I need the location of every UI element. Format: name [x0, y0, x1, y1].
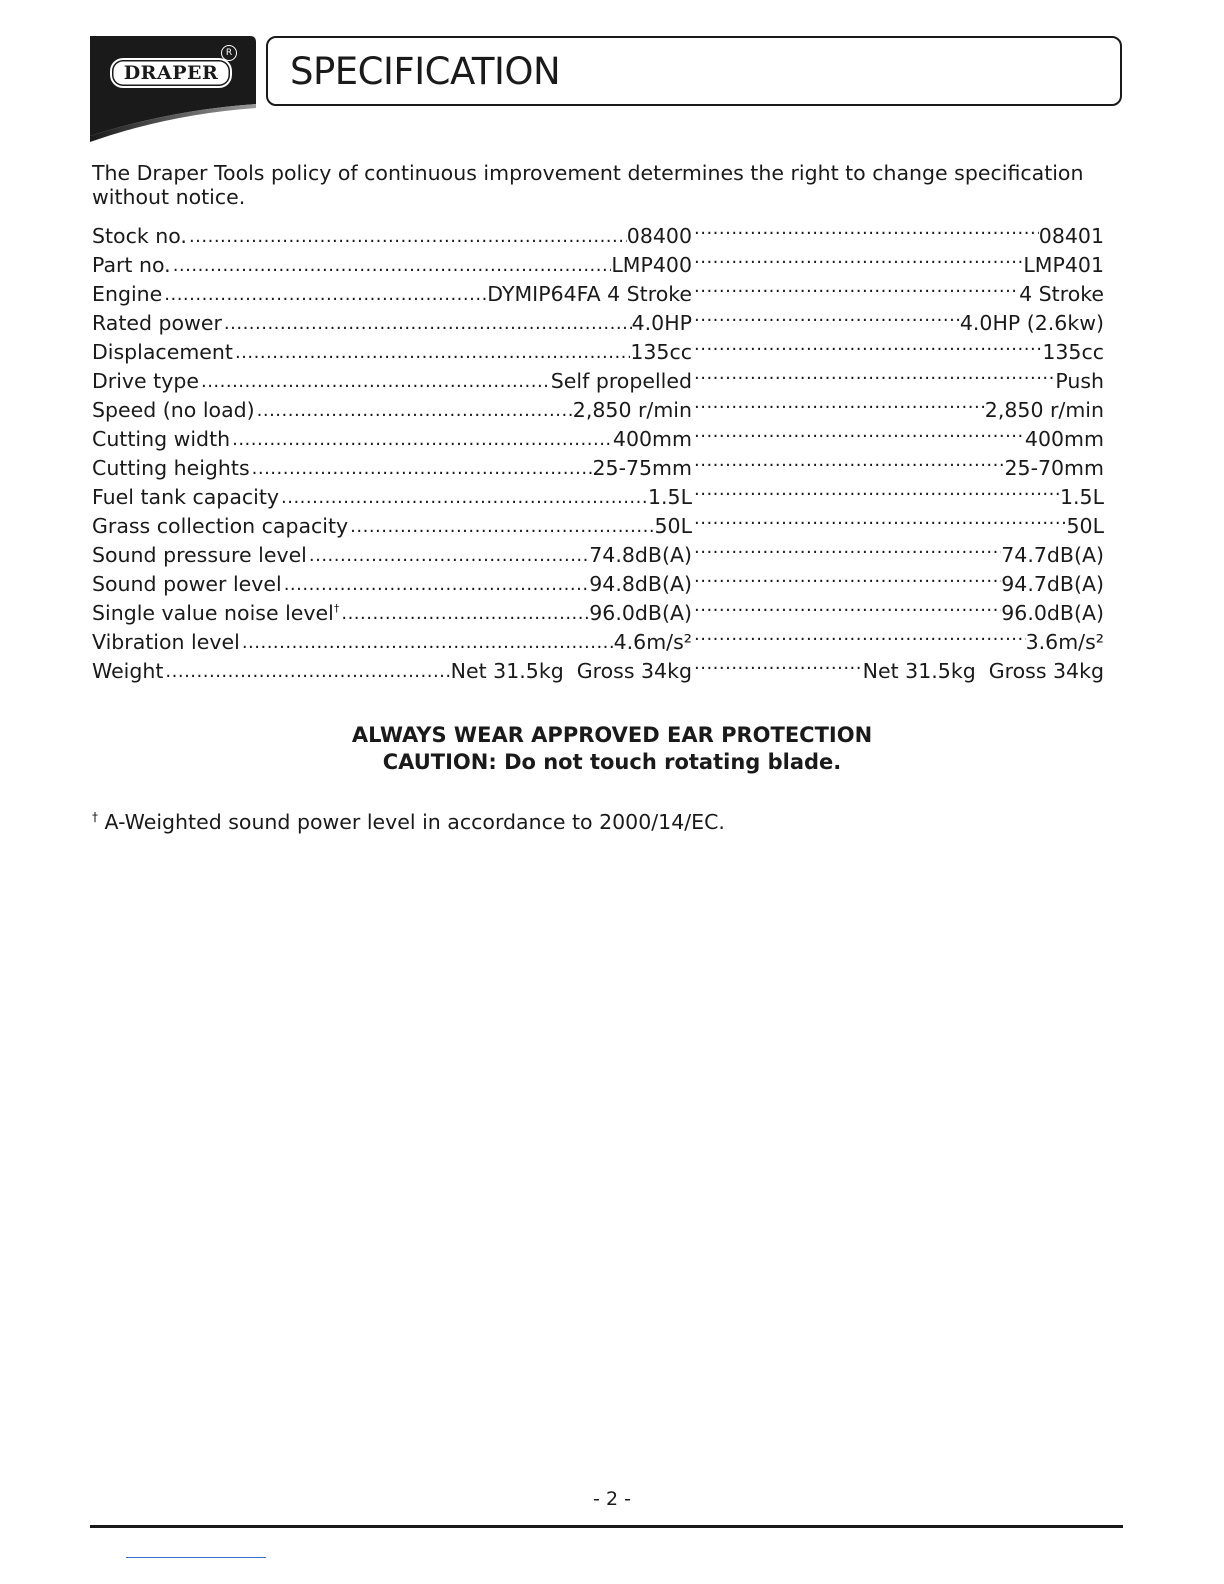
- spec-value-08401: 94.7dB(A): [1001, 572, 1104, 596]
- spec-value-08400: 08400: [626, 224, 692, 248]
- spec-value-08401: 08401: [1038, 224, 1104, 248]
- spec-label: [92, 599, 339, 628]
- spec-label: Sound power level: [92, 572, 282, 596]
- ear-protection-warning: ALWAYS WEAR APPROVED EAR PROTECTION: [351, 723, 873, 747]
- dot-leader: [250, 454, 593, 483]
- spec-value-08400: 74.8dB(A): [589, 543, 692, 567]
- spec-value-08401: 4.0HP (2.6kw): [959, 311, 1104, 335]
- dot-leader: [692, 475, 1060, 504]
- spec-value-08401: 3.6m/s²: [1025, 630, 1104, 654]
- dot-leader: [692, 359, 1055, 388]
- dot-leader: [255, 396, 573, 425]
- dot-leader: [692, 301, 960, 330]
- spec-value-08401: 74.7dB(A): [1001, 543, 1104, 567]
- dot-leader: [171, 251, 612, 280]
- dot-leader: [692, 562, 1001, 591]
- spec-value-08400: Self propelled: [550, 369, 692, 393]
- spec-value-08400: LMP400: [611, 253, 692, 277]
- dot-leader: [692, 388, 985, 417]
- spec-value-08400: 2,850 r/min: [572, 398, 692, 422]
- spec-label: Part no.: [92, 253, 171, 277]
- spec-value-08401: 1.5L: [1059, 485, 1104, 509]
- dot-leader: [339, 599, 589, 628]
- dot-leader: [162, 280, 487, 309]
- dot-leader: [230, 425, 613, 454]
- dot-leader: [692, 504, 1066, 533]
- spec-label: Fuel tank capacity: [92, 485, 280, 509]
- spec-value-08401: 400mm: [1024, 427, 1104, 451]
- spec-value-08400: 50L: [654, 514, 692, 538]
- dot-leader: [692, 446, 1004, 475]
- dot-leader: [692, 620, 1026, 649]
- dot-leader: [692, 533, 1001, 562]
- spec-label: Sound pressure level: [92, 543, 307, 567]
- spec-value-08401: Push: [1055, 369, 1104, 393]
- registered-mark-icon: R: [221, 45, 237, 61]
- bottom-divider: [90, 1525, 1123, 1528]
- spec-value-08401: 135cc: [1042, 340, 1104, 364]
- spec-label: Engine: [92, 282, 163, 306]
- spec-label: Rated power: [92, 311, 222, 335]
- dot-leader: [163, 657, 450, 686]
- spec-label: Vibration level: [92, 630, 240, 654]
- title-box: [266, 36, 1122, 106]
- dot-leader: [348, 512, 654, 541]
- footnote-text: A-Weighted sound power level in accordance to 2000/14/EC.: [98, 810, 725, 834]
- dot-leader: [282, 570, 590, 599]
- spec-value-08401: 96.0dB(A): [1001, 601, 1104, 625]
- spec-table: [92, 214, 1104, 683]
- dot-leader: [692, 591, 1001, 620]
- dot-leader: [199, 367, 551, 396]
- dot-leader: [692, 214, 1039, 243]
- spec-label: Displacement: [92, 340, 233, 364]
- dot-leader: [692, 417, 1025, 446]
- dot-leader: [692, 243, 1023, 272]
- spec-value-08401: 4 Stroke: [1019, 282, 1104, 306]
- spec-label: Speed (no load): [92, 398, 255, 422]
- dagger-mark: †: [333, 602, 340, 616]
- spec-label: Weight: [92, 659, 164, 683]
- spec-value-08400: 4.6m/s²: [613, 630, 692, 654]
- spec-value-08400: 4.0HP: [631, 311, 692, 335]
- spec-value-08400: 96.0dB(A): [589, 601, 692, 625]
- spec-value-08401: 50L: [1066, 514, 1104, 538]
- spec-value-08400: 25-75mm: [592, 456, 692, 480]
- spec-value-08400: Net 31.5kg Gross 34kg: [450, 659, 692, 683]
- spec-value-08400: DYMIP64FA 4 Stroke: [487, 282, 692, 306]
- dot-leader: [240, 628, 614, 657]
- spec-row: [92, 214, 1104, 248]
- spec-label: Cutting heights: [92, 456, 250, 480]
- spec-value-08400: 135cc: [630, 340, 692, 364]
- spec-value-08400: 94.8dB(A): [589, 572, 692, 596]
- dot-leader: [187, 222, 627, 251]
- logo-wordmark: DRAPER: [108, 56, 234, 90]
- spec-label: Stock no.: [92, 224, 187, 248]
- spec-label: Cutting width: [92, 427, 231, 451]
- page-title: SPECIFICATION: [290, 50, 561, 93]
- spec-value-08400: 400mm: [612, 427, 692, 451]
- intro-text: The Draper Tools policy of continuous improvement determines the right to change specification without notice.: [92, 161, 1084, 209]
- spec-value-08401: 2,850 r/min: [984, 398, 1104, 422]
- dot-leader: [307, 541, 589, 570]
- dot-leader: [222, 309, 632, 338]
- spec-value-08401: 25-70mm: [1004, 456, 1104, 480]
- page-number: - 2 -: [593, 1488, 631, 1510]
- dot-leader: [692, 272, 1019, 301]
- draper-logo: [90, 36, 256, 142]
- spec-value-08401: LMP401: [1023, 253, 1104, 277]
- dot-leader: [233, 338, 630, 367]
- spec-value-08400: 1.5L: [647, 485, 692, 509]
- link-underline: [126, 1557, 266, 1558]
- spec-label: Grass collection capacity: [92, 514, 349, 538]
- spec-label-text: Single value noise level: [92, 601, 334, 625]
- dot-leader: [692, 649, 863, 678]
- dagger-mark: †: [92, 810, 98, 825]
- dot-leader: [692, 330, 1042, 359]
- blade-caution: CAUTION: Do not touch rotating blade.: [382, 750, 842, 774]
- spec-label: Drive type: [92, 369, 199, 393]
- spec-value-08401: Net 31.5kg Gross 34kg: [862, 659, 1104, 683]
- dot-leader: [279, 483, 648, 512]
- footnote: [92, 810, 725, 834]
